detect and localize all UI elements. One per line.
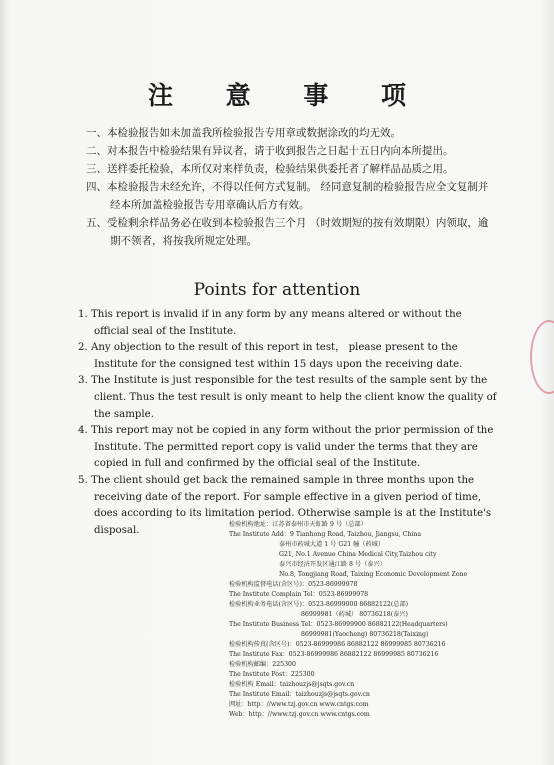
post-cn: 检验机构邮编：225300: [229, 661, 296, 668]
en-notice-list: [78, 307, 498, 539]
business-tel-en: The Institute Business Tel：0523-86999900 86882122(Headquarters): [229, 621, 448, 628]
address2-en: G21, No.1 Avenue China Medical City,Taizhou city: [279, 551, 437, 558]
en-title: Points for attention: [193, 280, 361, 300]
address2-cn: 泰州市药城大道 1 号 G21 幢（药城）: [279, 541, 385, 548]
partial-seal-stamp: [530, 320, 554, 394]
address-en: The Institute Add：9 Tianhong Road, Taizhou, Jiangsu, China: [229, 531, 422, 538]
cn-notice-item: 三、送样委托检验，本所仅对来样负责，检验结果供委托者了解样品品质之用。: [86, 163, 454, 175]
fax-en: The Institute Fax：0523-86999986 86882122 86999985 80736216: [229, 651, 439, 658]
en-notice-item: 2. Any objection to the result of this report in test， please present to the Institute for the consigned test within 15 days upon the receiving date.: [78, 342, 463, 370]
en-notice-item: 1. This report is invalid if in any form by any means altered or without the official seal of the Institute.: [78, 309, 462, 337]
cn-notice-item: 一、本检验报告如未加盖我所检验报告专用章或数据涂改的均无效。: [86, 127, 401, 139]
post-en: The Institute Post：225300: [229, 671, 315, 678]
cn-notice-item: 五、受检剩余样品务必在收到本检验报告三个月 （时效期短的按有效期限）内领取，逾期不领者，将按我所规定处理。: [86, 217, 489, 247]
complain-tel-en: The Institute Complain Tel：0523-86999978: [229, 591, 369, 598]
email-cn: 检验机构 Email：taizhouzjs@jsqts.gov.cn: [229, 681, 355, 688]
cn-notice-item: 四、本检验报告未经允许，不得以任何方式复制。 经同意复制的检验报告应全文复制并经本所加盖检验报告专用章确认后方有效。: [86, 181, 489, 211]
business-tel-en-2: 86999981(Yaocheng) 80736218(Taixing): [301, 631, 429, 638]
business-tel-cn: 检验机构业务电话(含区号)：0523-86999900 86882122(总部): [229, 601, 409, 608]
cn-notice-list: [86, 124, 498, 250]
fax-cn: 检验机构传真(含区号)：0523-86999986 86882122 86999985 80736216: [229, 641, 446, 648]
website-cn: 网址：http：//www.tzj.gov.cn www.cntgs.com: [229, 701, 369, 708]
website-en: Web：http：//www.tzj.gov.cn www.cntgs.com: [229, 711, 370, 718]
en-notice-item: 5. The client should get back the remained sample in three months upon the receiving date of the report. For sample effective in a given period of time, does according to its limitation period. Otherwise sample is at the Institute's disposal.: [78, 474, 492, 536]
contact-block: [229, 520, 529, 720]
email-en: The Institute Email：taizhouzjs@jsqts.gov.cn: [229, 691, 370, 698]
business-tel-cn-2: 86999981（药城） 80736218(泰兴): [301, 611, 408, 618]
address3-cn: 泰兴市经济开发区通江路 8 号（泰兴）: [279, 561, 386, 568]
address-cn: 检验机构地址：江苏省泰州市天虹路 9 号（总部）: [229, 521, 367, 528]
address3-en: No.8, Tongjiang Road, Taixing Economic Development Zone: [279, 571, 468, 578]
complain-tel-cn: 检验机构监督电话(含区号)：0523-86999978: [229, 581, 358, 588]
cn-title: 注 意 事 项: [147, 81, 429, 110]
cn-notice-item: 二、对本报告中检验结果有异议者，请于收到报告之日起十五日内向本所提出。: [86, 145, 454, 157]
en-notice-item: 4. This report may not be copied in any form without the prior permission of the Institute. The permitted report copy is valid under the terms that they are copied in full and confirmed by the official seal of the Institute.: [78, 425, 494, 470]
en-notice-item: 3. The Institute is just responsible for the test results of the sample sent by the client. Thus the test result is only meant to help the client know the quality of the sample.: [78, 375, 497, 420]
